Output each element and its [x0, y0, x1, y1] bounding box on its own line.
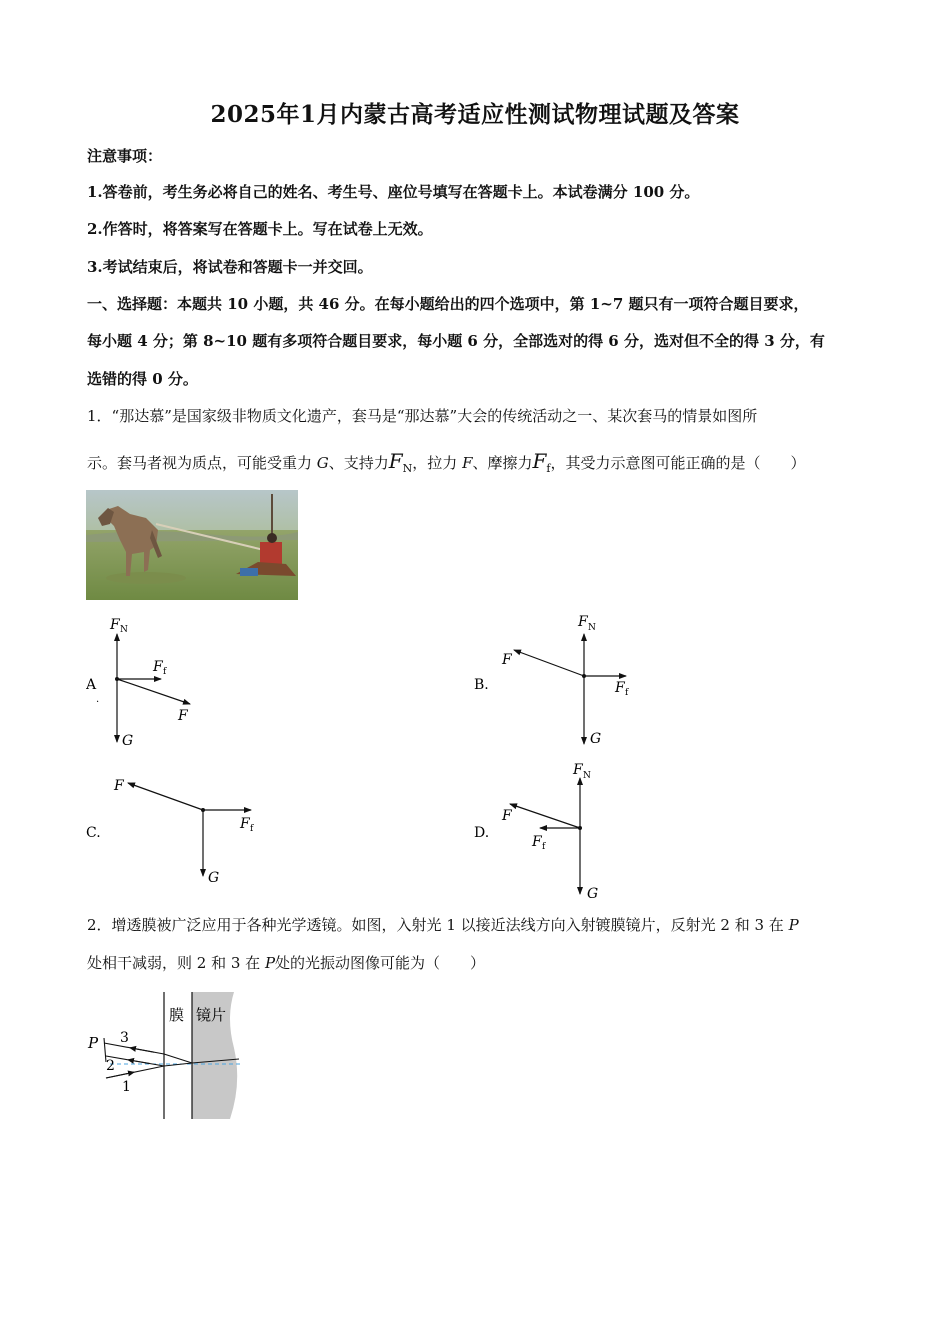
- ray-2-label: 2: [106, 1058, 115, 1074]
- option-c-diagram[interactable]: [86, 770, 276, 890]
- f-label: F: [502, 808, 512, 824]
- ff-label: F: [532, 834, 542, 850]
- ray-3-label: 3: [120, 1030, 129, 1046]
- svg-text:N: N: [120, 625, 128, 635]
- point-mass: [582, 674, 586, 678]
- q2-stem-line-2: 处相干减弱，则 2 和 3 在 P处的光振动图像可能为（ ）: [87, 954, 486, 972]
- anti-reflection-film-diagram: [84, 988, 254, 1123]
- section1-line-3: 选错的得 0 分。: [87, 370, 198, 388]
- section1-line-1: 一、选择题：本题共 10 小题，共 46 分。在每小题给出的四个选项中，第 1~7 题只有一项符合题目要求，: [87, 295, 809, 313]
- option-b-diagram[interactable]: [474, 612, 644, 752]
- horse-lasso-photo: [86, 490, 298, 600]
- point-mass: [578, 826, 582, 830]
- svg-text:f: f: [542, 842, 546, 852]
- svg-text:f: f: [625, 688, 629, 698]
- film-label: 膜: [169, 1006, 185, 1024]
- svg-text:.: .: [96, 694, 100, 705]
- notice-item-2: 2.作答时，将答案写在答题卡上。写在试卷上无效。: [87, 220, 433, 238]
- ff-label: F: [615, 680, 625, 696]
- f-label: F: [178, 708, 188, 724]
- ff-label: F: [240, 816, 250, 832]
- point-p-label: P: [88, 1034, 99, 1052]
- notice-heading: 注意事项：: [87, 147, 163, 165]
- ff-label: F: [153, 659, 163, 675]
- f-label: F: [114, 778, 124, 794]
- fn-label: F: [578, 614, 588, 630]
- g-label: G: [122, 733, 134, 749]
- svg-text:N: N: [583, 771, 591, 781]
- option-a-diagram[interactable]: [86, 612, 206, 752]
- pull-force-arrow: [514, 650, 584, 676]
- pull-force-arrow: [117, 679, 190, 704]
- pull-force-arrow: [510, 804, 580, 828]
- option-d-diagram[interactable]: [474, 758, 634, 902]
- fn-label: F: [573, 762, 583, 778]
- f-label: F: [502, 652, 512, 668]
- svg-text:f: f: [163, 667, 167, 677]
- fn-label: F: [110, 617, 120, 633]
- pull-force-arrow: [128, 783, 203, 810]
- notice-item-3: 3.考试结束后，将试卷和答题卡一并交回。: [87, 258, 373, 276]
- q2-stem-line-1: 2．增透膜被广泛应用于各种光学透镜。如图，入射光 1 以接近法线方向入射镀膜镜片，反射光 2 和 3 在 P: [87, 916, 799, 934]
- svg-text:A: A: [86, 677, 97, 693]
- notice-item-1: 1.答卷前，考生务必将自己的姓名、考生号、座位号填写在答题卡上。本试卷满分 100 分。: [87, 183, 700, 201]
- g-label: G: [590, 731, 602, 747]
- option-a-label: [86, 677, 99, 705]
- section1-line-2: 每小题 4 分；第 8~10 题有多项符合题目要求，每小题 6 分，全部选对的得 6 分，选对但不全的得 3 分，有: [87, 332, 825, 350]
- point-mass: [115, 677, 119, 681]
- option-b-label: B.: [474, 677, 489, 693]
- ray-1-label: 1: [122, 1079, 131, 1095]
- g-label: G: [587, 886, 599, 902]
- lens-label: 镜片: [196, 1006, 227, 1024]
- q1-stem-line-2: 示。套马者视为质点，可能受重力 G、支持力$F_N$，拉力 F、摩擦力$F_f$，其受力示意图可能正确的是（ ）: [87, 449, 806, 475]
- option-c-label: C.: [86, 825, 101, 841]
- page-title: 2025年1月内蒙古高考适应性测试物理试题及答案: [210, 101, 740, 128]
- svg-text:N: N: [588, 623, 596, 633]
- option-d-label: D.: [474, 825, 490, 841]
- svg-text:f: f: [250, 824, 254, 834]
- q1-stem-line-1: 1．“那达慕”是国家级非物质文化遗产，套马是“那达慕”大会的传统活动之一、某次套马的情景如图所: [87, 407, 758, 425]
- point-mass: [201, 808, 205, 812]
- g-label: G: [208, 870, 220, 886]
